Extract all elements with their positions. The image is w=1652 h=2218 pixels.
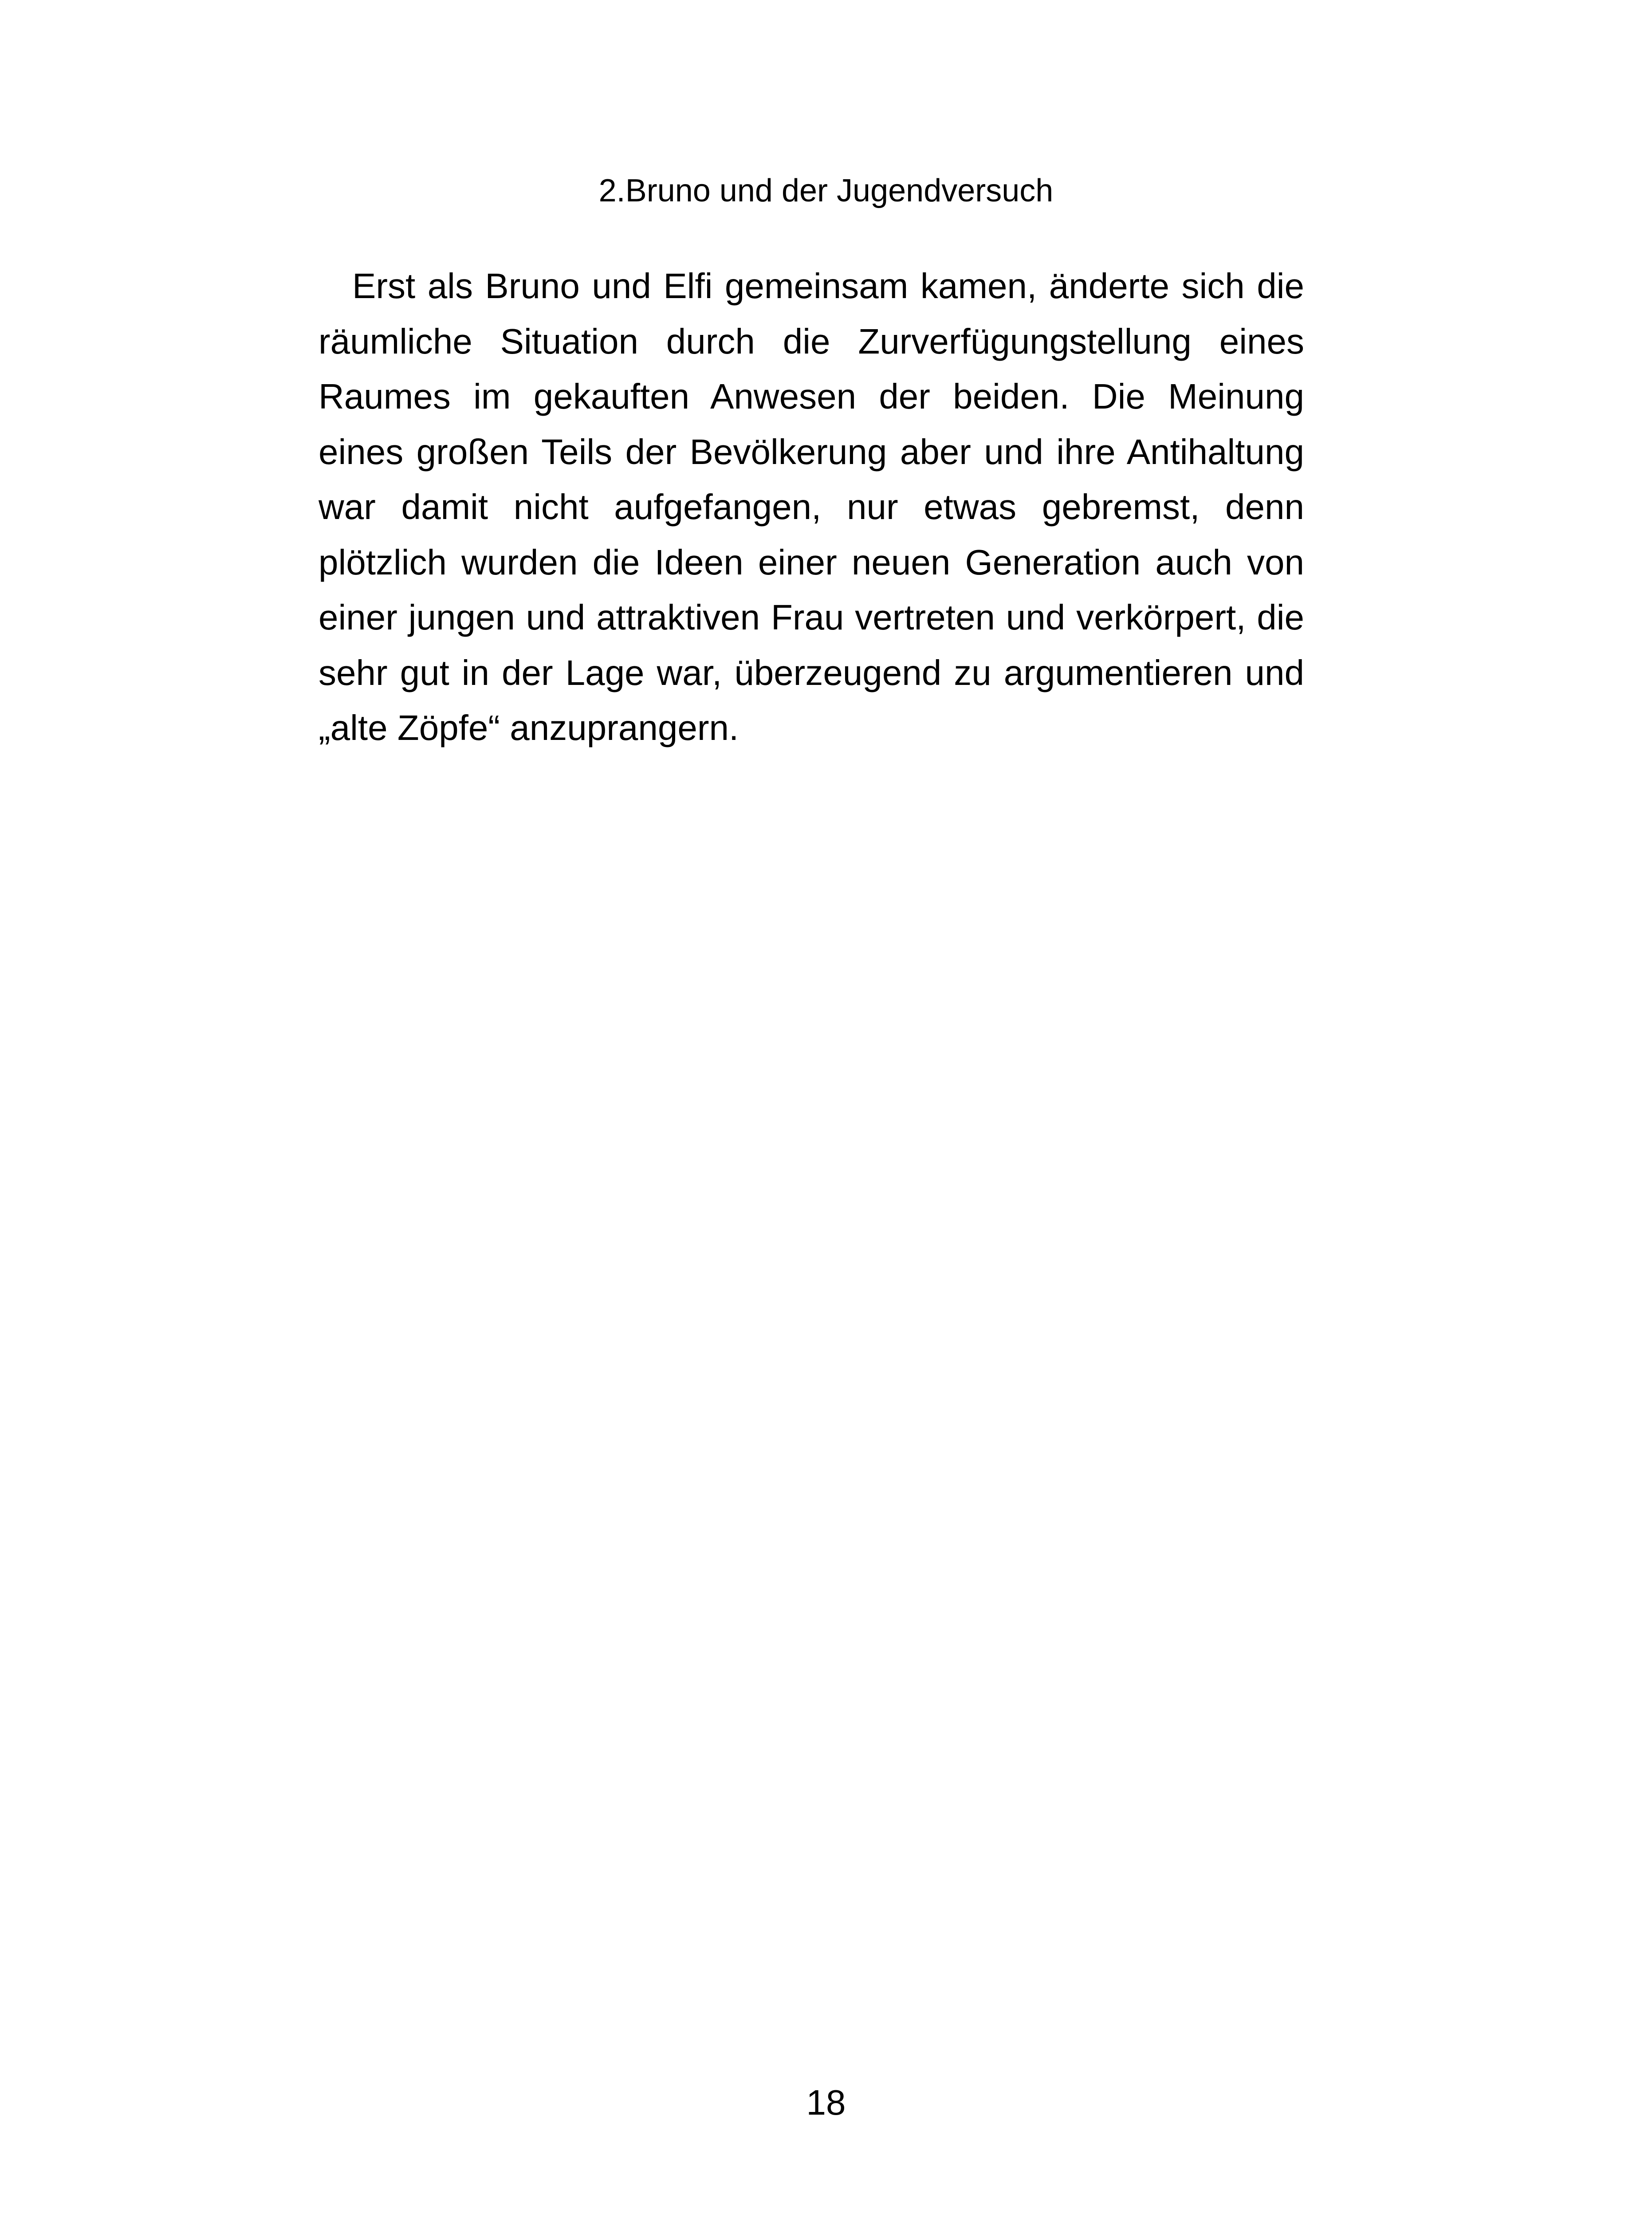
page-number: 18 [806,2083,846,2122]
body-paragraph: Erst als Bruno und Elfi gemeinsam kamen, änderte sich die räumliche Situation durch die Zurverfügungstellung eines Raumes im gekauften Anwesen der beiden. Die Meinung eines großen Teils der Bevölkerung aber und ihre Antihaltung war damit nicht aufgefangen, nur etwas gebremst, denn plötzlich wurden die Ideen einer neuen Generation auch von einer jungen und attraktiven Frau vertreten und verkörpert, die sehr gut in der Lage war, überzeugend zu argumentieren und „alte Zöpfe“ anzuprangern. [319,266,1304,747]
chapter-title: 2.Bruno und der Jugendversuch [598,173,1054,208]
